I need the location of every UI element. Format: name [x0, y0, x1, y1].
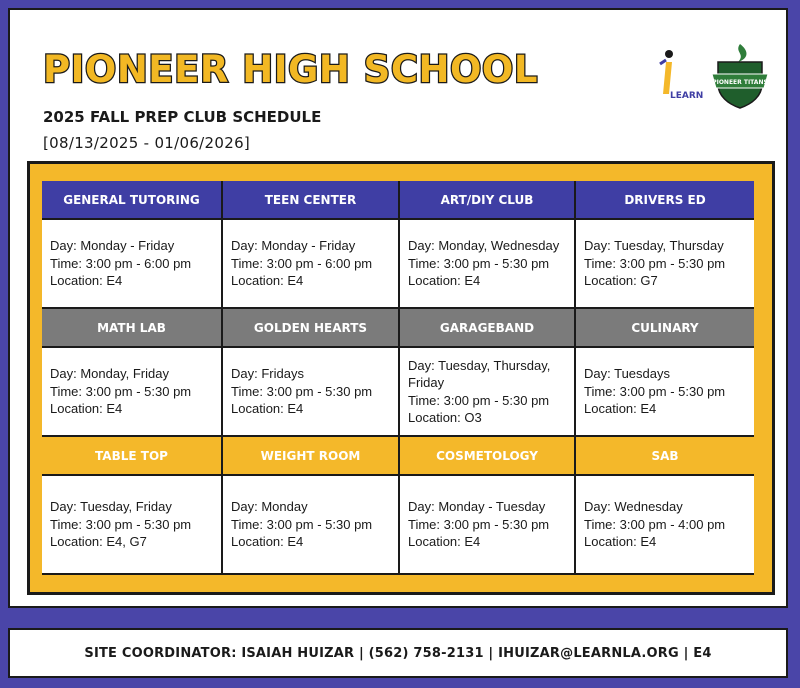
club-detail-line: Location: E4 — [50, 401, 123, 417]
club-detail-line: Day: Tuesday, Friday — [50, 499, 172, 515]
club-detail-line: Location: E4 — [50, 273, 123, 289]
club-header: GOLDEN HEARTS — [223, 309, 398, 346]
learn-logo-stroke — [663, 62, 672, 94]
club-details — [576, 348, 754, 435]
club-header: TABLE TOP — [42, 437, 221, 474]
club-detail-line: Time: 3:00 pm - 5:30 pm — [231, 516, 373, 532]
club-header: ART/DIY CLUB — [400, 181, 574, 218]
club-header: COSMETOLOGY — [400, 437, 574, 474]
club-detail-line: Day: Monday, Wednesday — [408, 238, 560, 254]
club-detail-line: Day: Monday - Tuesday — [408, 499, 546, 515]
club-detail-line: Time: 3:00 pm - 5:30 pm — [408, 255, 550, 271]
club-detail-line: Time: 3:00 pm - 5:30 pm — [50, 516, 192, 532]
club-details — [400, 348, 574, 435]
learn-logo-text: LEARN — [670, 91, 704, 101]
titans-logo-text: PIONEER TITANS — [712, 79, 768, 86]
learn-logo-accent — [660, 60, 666, 64]
club-detail-line: Location: E4 — [584, 534, 657, 550]
club-detail-line: Location: E4 — [408, 273, 481, 289]
club-detail-line: Location: E4 — [408, 534, 481, 550]
club-detail-line: Friday — [408, 375, 445, 390]
club-detail-line: Time: 3:00 pm - 5:30 pm — [584, 255, 726, 271]
club-details — [223, 348, 398, 435]
schedule-subtitle: 2025 FALL PREP CLUB SCHEDULE — [43, 108, 322, 126]
club-header: WEIGHT ROOM — [223, 437, 398, 474]
club-details — [400, 476, 574, 573]
club-header: TEEN CENTER — [223, 181, 398, 218]
club-header: GARAGEBAND — [400, 309, 574, 346]
club-detail-line: Day: Monday - Friday — [50, 238, 175, 254]
club-details — [42, 348, 221, 435]
club-detail-line: Time: 3:00 pm - 5:30 pm — [231, 383, 373, 399]
club-detail-line: Location: G7 — [584, 273, 658, 289]
club-details — [42, 476, 221, 573]
club-detail-line: Location: E4 — [231, 401, 304, 417]
club-detail-line: Day: Wednesday — [584, 499, 683, 515]
club-detail-line: Day: Tuesdays — [584, 366, 670, 382]
club-detail-line: Location: E4, G7 — [50, 534, 147, 550]
schedule-date-range: [08/13/2025 - 01/06/2026] — [43, 134, 251, 152]
club-details — [400, 220, 574, 307]
club-detail-line: Time: 3:00 pm - 5:30 pm — [584, 383, 726, 399]
club-detail-line: Location: O3 — [408, 410, 482, 425]
club-detail-line: Location: E4 — [584, 401, 657, 417]
club-detail-line: Day: Fridays — [231, 366, 304, 382]
page-title: PIONEER HIGH SCHOOL — [43, 48, 538, 91]
club-detail-line: Time: 3:00 pm - 5:30 pm — [50, 383, 192, 399]
club-detail-line: Location: E4 — [231, 273, 304, 289]
flame-icon — [738, 44, 747, 62]
club-detail-line: Day: Tuesday, Thursday, — [408, 357, 551, 373]
learn-logo-dot — [665, 50, 673, 58]
club-detail-line: Time: 3:00 pm - 5:30 pm — [408, 392, 550, 408]
club-detail-line: Day: Monday, Friday — [50, 366, 169, 382]
club-header: GENERAL TUTORING — [42, 181, 221, 218]
club-header: CULINARY — [576, 309, 754, 346]
club-header: DRIVERS ED — [576, 181, 754, 218]
club-details — [576, 220, 754, 307]
club-detail-line: Time: 3:00 pm - 6:00 pm — [50, 255, 192, 271]
club-details — [42, 220, 221, 307]
club-detail-line: Day: Tuesday, Thursday — [584, 238, 724, 254]
club-header: SAB — [576, 437, 754, 474]
club-schedule-frame — [27, 161, 775, 595]
site-coordinator-footer: SITE COORDINATOR: ISAIAH HUIZAR | (562) 758-2131 | IHUIZAR@LEARNLA.ORG | E4 — [8, 628, 788, 678]
club-details — [223, 220, 398, 307]
club-detail-line: Day: Monday — [231, 499, 308, 515]
club-detail-line: Day: Monday - Friday — [231, 238, 356, 254]
club-detail-line: Time: 3:00 pm - 4:00 pm — [584, 516, 726, 532]
club-header: MATH LAB — [42, 309, 221, 346]
club-schedule-grid — [42, 181, 754, 575]
pioneer-titans-logo — [710, 40, 770, 110]
club-detail-line: Time: 3:00 pm - 5:30 pm — [408, 516, 550, 532]
club-details — [576, 476, 754, 573]
club-detail-line: Location: E4 — [231, 534, 304, 550]
club-detail-line: Time: 3:00 pm - 6:00 pm — [231, 255, 373, 271]
club-details — [223, 476, 398, 573]
learn-logo — [652, 46, 704, 104]
